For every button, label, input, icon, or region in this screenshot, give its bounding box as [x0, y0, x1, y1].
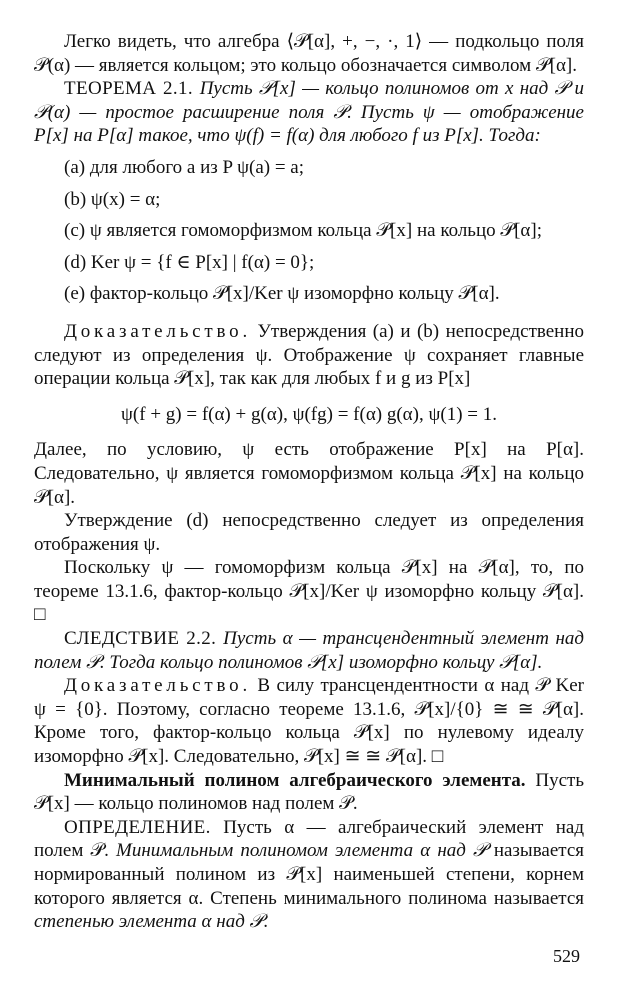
section-text: Пусть 𝒫[x] — кольцо полиномов над полем 𝒫. — [34, 769, 584, 815]
definition — [34, 816, 584, 934]
definition-term: степенью элемента α над 𝒫 — [34, 911, 264, 933]
theorem-heading: ТЕОРЕМА 2.1. — [64, 78, 200, 100]
proof-text: Утверждения (a) и (b) непосредственно следуют из определения ψ. Отображение ψ сохраняет главные операции кольца 𝒫[x], так как для любых f и g из P[x] — [34, 320, 584, 390]
paragraph-further: Далее, по условию, ψ есть отображение P[x] на P[α]. Следовательно, ψ является гомоморфизмом кольца 𝒫[x] на кольцо 𝒫[α]. — [34, 439, 584, 508]
theorem-item-b: (b) ψ(x) = α; — [64, 188, 161, 210]
proof-heading: Доказательство. — [64, 320, 251, 342]
corollary-statement: Пусть α — трансцендентный элемент над полем 𝒫. Тогда кольцо полиномов 𝒫[x] изоморфно кольцу 𝒫[α]. — [34, 628, 584, 673]
definition-term: Минимальным полиномом элемента α над 𝒫 — [116, 840, 487, 862]
paragraph-statement-d: Утверждение (d) непосредственно следует из определения отображения ψ. — [34, 510, 584, 555]
theorem-item-c: (c) ψ является гомоморфизмом кольца 𝒫[x] на кольцо 𝒫[α]; — [64, 220, 542, 242]
corollary-2-2 — [34, 627, 584, 674]
theorem-item-a: (a) для любого a из P ψ(a) = a; — [64, 156, 305, 178]
paragraph-intro — [34, 30, 584, 77]
paragraph-text: Легко видеть, что алгебра ⟨𝒫[α], +, −, ·, 1⟩ — подкольцо поля 𝒫(α) — является кольцом; это кольцо обозначается символом 𝒫[α]. — [34, 31, 584, 76]
theorem-item-d: (d) Ker ψ = {f ∈ P[x] | f(α) = 0}; — [64, 251, 315, 273]
page-number: 529 — [553, 946, 580, 966]
definition-text: называется нормированный полином из 𝒫[x] наименьшей степени, корнем которого является α. Степень минимального полинома называется — [34, 840, 584, 909]
definition-text: . — [263, 911, 269, 933]
section-heading: Минимальный полином алгебраического элемента. — [64, 769, 526, 791]
definition-heading: ОПРЕДЕЛЕНИЕ. — [64, 816, 211, 838]
minimal-polynomial-section — [34, 769, 584, 816]
proof-text: В силу трансцендентности α над 𝒫 Ker ψ = {0}. Поэтому, согласно теореме 13.1.6, 𝒫[x]/{0} ≅ ≅ 𝒫[α]. Кроме того, фактор-кольцо кольца 𝒫[x] по нулевому идеалу изоморфно 𝒫[x]. Следовательно, 𝒫[x] ≅ ≅ 𝒫[α]. □ — [34, 675, 584, 768]
theorem-statement: Пусть 𝒫[x] — кольцо полиномов от x над 𝒫 и 𝒫(α) — простое расширение поля 𝒫. Пусть ψ — отображение P[x] на P[α] такое, что ψ(f) = f(α) для любого f из P[x]. Тогда: — [34, 78, 584, 147]
theorem-2-1 — [34, 77, 584, 148]
proof-2 — [34, 674, 584, 768]
proof-1 — [34, 320, 584, 391]
formula-homomorphism: ψ(f + g) = f(α) + g(α), ψ(fg) = f(α) g(α), ψ(1) = 1. — [121, 403, 497, 425]
paragraph-since: Поскольку ψ — гомоморфизм кольца 𝒫[x] на 𝒫[α], то, по теореме 13.1.6, фактор-кольцо 𝒫[x]/Ker ψ изоморфно кольцу 𝒫[α]. □ — [34, 557, 584, 626]
corollary-heading: СЛЕДСТВИЕ 2.2. — [64, 628, 224, 650]
proof-heading: Доказательство. — [64, 675, 251, 697]
theorem-item-e: (e) фактор-кольцо 𝒫[x]/Ker ψ изоморфно кольцу 𝒫[α]. — [64, 283, 500, 305]
definition-text: Пусть α — алгебраический элемент над полем 𝒫. — [34, 816, 584, 862]
text-column — [34, 30, 584, 934]
